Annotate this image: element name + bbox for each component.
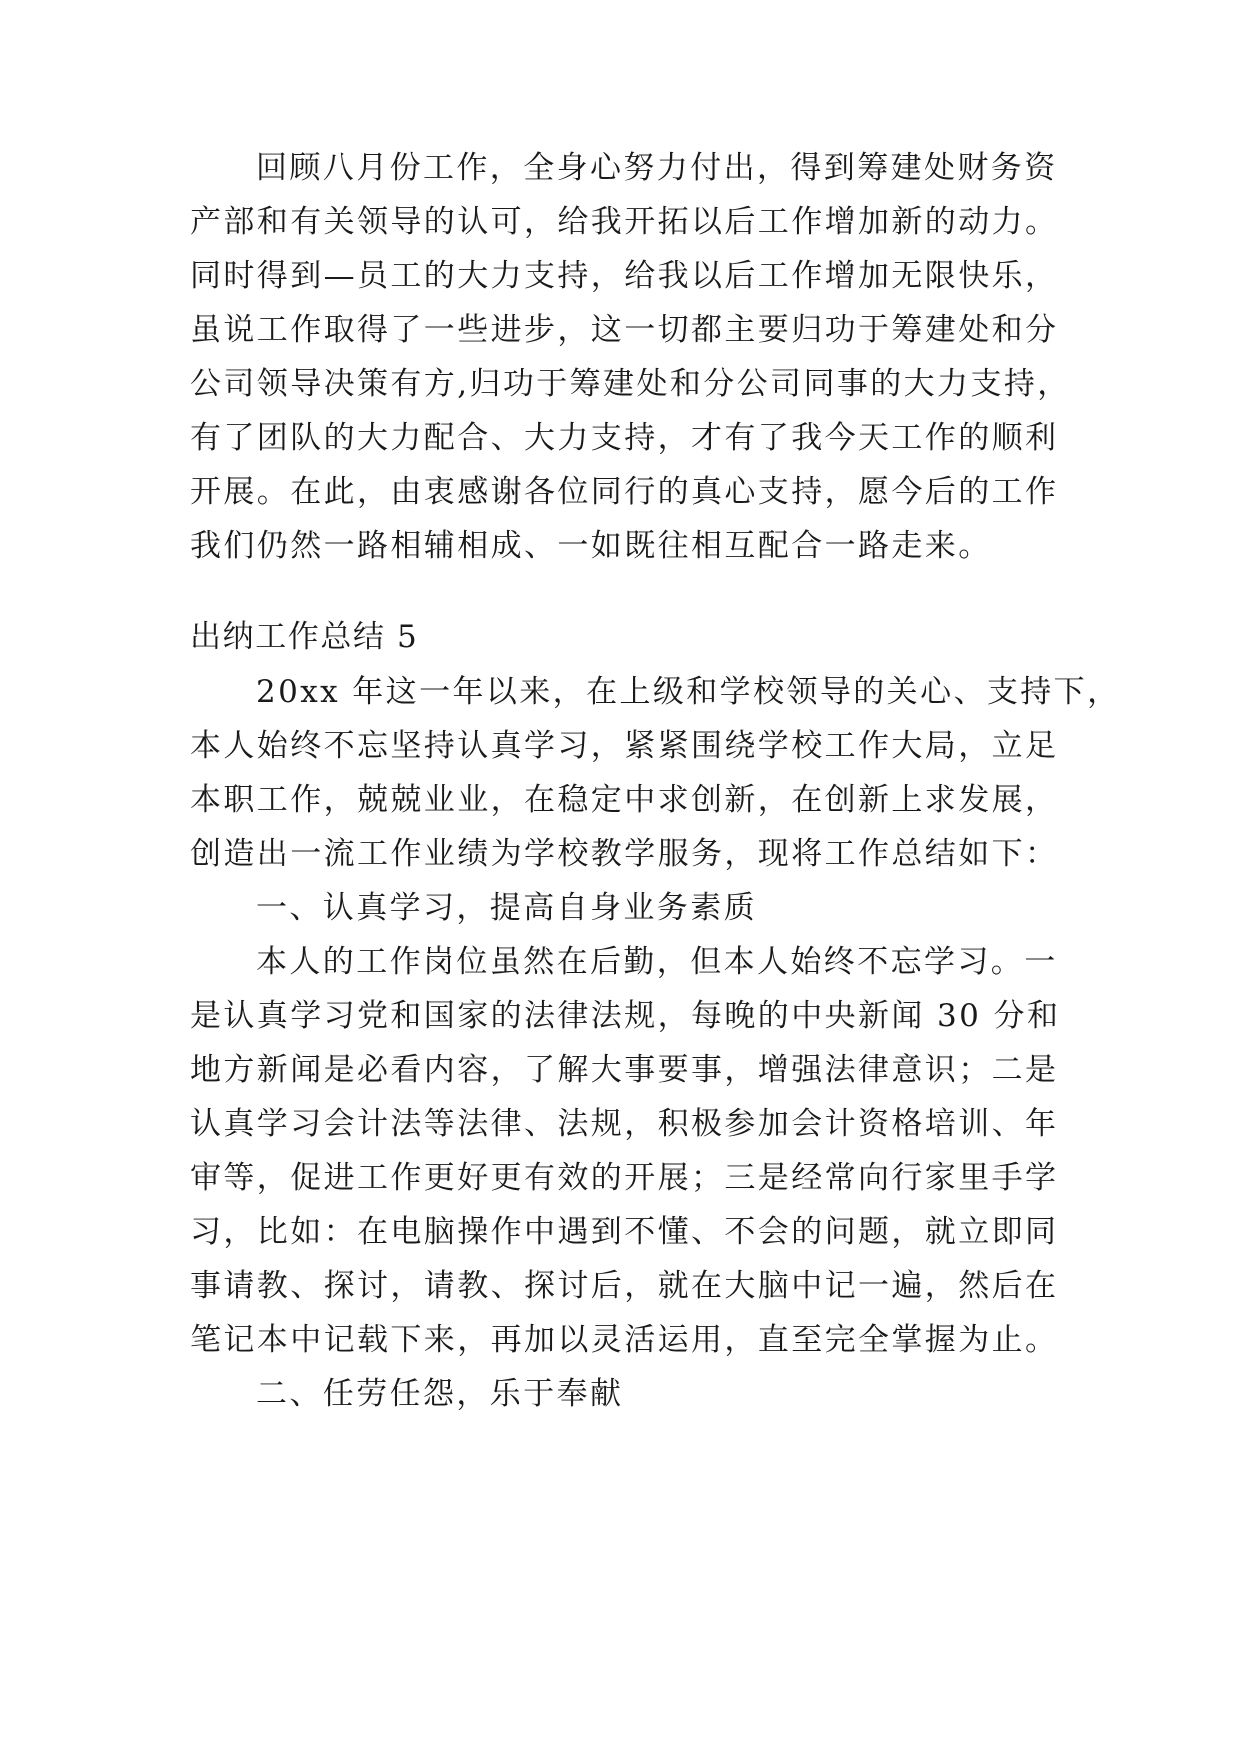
paragraph-line: 开展。在此，由衷感谢各位同行的真心支持，愿今后的工作 bbox=[190, 474, 1059, 510]
paragraph-line: 同时得到—员工的大力支持，给我以后工作增加无限快乐， bbox=[190, 258, 1059, 294]
paragraph-line: 认真学习会计法等法律、法规，积极参加会计资格培训、年 bbox=[190, 1106, 1059, 1142]
subheading: 一、认真学习，提高自身业务素质 bbox=[256, 890, 757, 926]
paragraph-line: 本人始终不忘坚持认真学习，紧紧围绕学校工作大局，立足 bbox=[190, 728, 1059, 764]
document-page bbox=[190, 0, 1121, 1754]
paragraph-line: 地方新闻是必看内容，了解大事要事，增强法律意识；二是 bbox=[190, 1052, 1059, 1088]
section-title: 出纳工作总结 5 bbox=[190, 619, 419, 655]
paragraph-line: 产部和有关领导的认可，给我开拓以后工作增加新的动力。 bbox=[190, 204, 1059, 240]
paragraph-line: 公司领导决策有方,归功于筹建处和分公司同事的大力支持， bbox=[190, 366, 1071, 402]
paragraph-line: 是认真学习党和国家的法律法规，每晚的中央新闻 30 分和 bbox=[190, 998, 1061, 1034]
paragraph-line: 创造出一流工作业绩为学校教学服务，现将工作总结如下： bbox=[190, 836, 1059, 872]
paragraph-line: 本人的工作岗位虽然在后勤，但本人始终不忘学习。一 bbox=[256, 944, 1058, 980]
subheading: 二、任劳任怨，乐于奉献 bbox=[256, 1376, 624, 1412]
paragraph-line: 审等，促进工作更好更有效的开展；三是经常向行家里手学 bbox=[190, 1160, 1059, 1196]
paragraph-line: 虽说工作取得了一些进步，这一切都主要归功于筹建处和分 bbox=[190, 312, 1059, 348]
paragraph-line: 有了团队的大力配合、大力支持，才有了我今天工作的顺利 bbox=[190, 420, 1059, 456]
paragraph-line: 习，比如：在电脑操作中遇到不懂、不会的问题，就立即同 bbox=[190, 1214, 1059, 1250]
paragraph-line: 笔记本中记载下来，再加以灵活运用，直至完全掌握为止。 bbox=[190, 1322, 1059, 1358]
paragraph-line: 我们仍然一路相辅相成、一如既往相互配合一路走来。 bbox=[190, 528, 992, 564]
paragraph-line: 本职工作，兢兢业业，在稳定中求创新，在创新上求发展， bbox=[190, 782, 1059, 818]
paragraph-line: 事请教、探讨，请教、探讨后，就在大脑中记一遍，然后在 bbox=[190, 1268, 1059, 1304]
paragraph-line: 回顾八月份工作，全身心努力付出，得到筹建处财务资 bbox=[256, 150, 1058, 186]
paragraph-line: 20xx 年这一年以来，在上级和学校领导的关心、支持下， bbox=[256, 674, 1121, 710]
